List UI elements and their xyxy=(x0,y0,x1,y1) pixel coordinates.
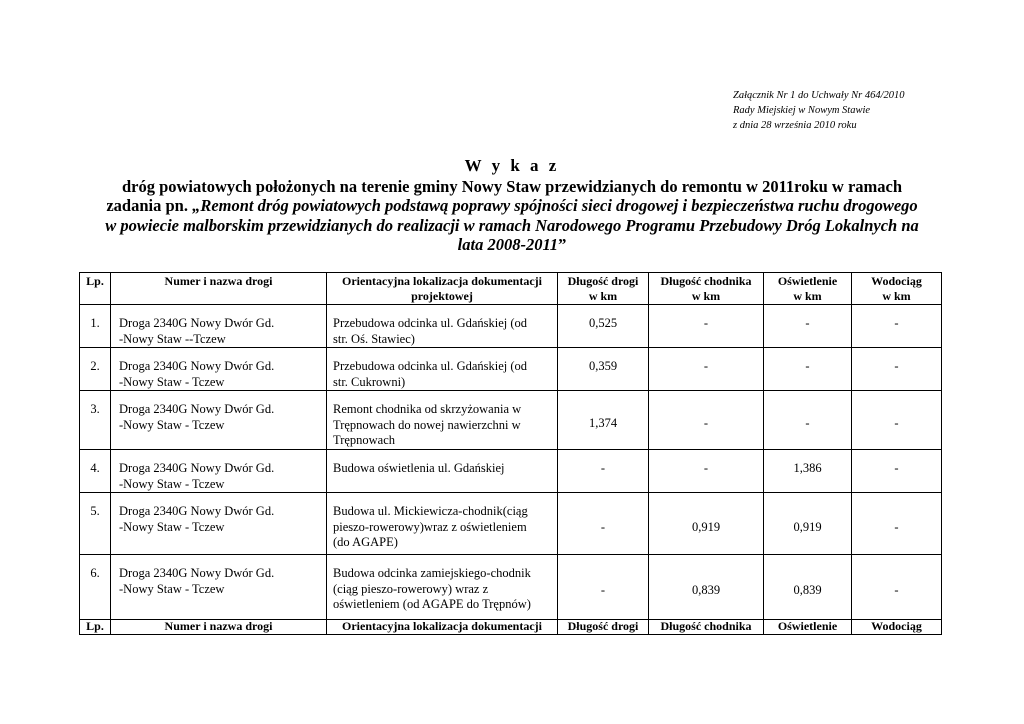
cell-sidewalk-length: 0,839 xyxy=(649,555,764,620)
heading-line-2: dróg powiatowych położonych na terenie gminy Nowy Staw przewidzianych do remontu w 2011roku w ramach xyxy=(121,176,903,196)
heading-line-3-prefix: zadania pn. xyxy=(106,196,193,215)
cell-sidewalk-length: - xyxy=(649,391,764,450)
footer-sidewalk-length: Długość chodnika xyxy=(649,620,764,635)
header-lighting: Oświetlenie w km xyxy=(764,273,852,305)
cell-water-supply: - xyxy=(852,348,942,391)
table-row xyxy=(80,493,942,555)
cell-location: Przebudowa odcinka ul. Gdańskiej (od str. Cukrowni) xyxy=(327,348,558,391)
annex-line-council: Rady Miejskiej w Nowym Stawie xyxy=(733,105,871,116)
header-lp: Lp. xyxy=(80,273,111,305)
annex-line-resolution: Załącznik Nr 1 do Uchwały Nr 464/2010 xyxy=(733,90,905,101)
cell-water-supply: - xyxy=(852,555,942,620)
cell-road-name: Droga 2340G Nowy Dwór Gd. -Nowy Staw - Tczew xyxy=(111,555,327,620)
table-row xyxy=(80,348,942,391)
cell-water-supply: - xyxy=(852,305,942,348)
header-water-supply: Wodociąg w km xyxy=(852,273,942,305)
header-road-length: Długość drogi w km xyxy=(558,273,649,305)
annex-line-date: z dnia 28 września 2010 roku xyxy=(733,120,857,131)
cell-water-supply: - xyxy=(852,450,942,493)
cell-location: Budowa odcinka zamiejskiego-chodnik (ciąg pieszo-rowerowy) wraz z oświetleniem (od AGAPE do Trępnów) xyxy=(327,555,558,620)
heading-line-5-close: ” xyxy=(558,235,567,254)
cell-location: Budowa oświetlenia ul. Gdańskiej xyxy=(327,450,558,493)
cell-road-length: 1,374 xyxy=(558,391,649,450)
cell-lighting: 0,839 xyxy=(764,555,852,620)
cell-road-name: Droga 2340G Nowy Dwór Gd. -Nowy Staw --Tczew xyxy=(111,305,327,348)
cell-road-name: Droga 2340G Nowy Dwór Gd. -Nowy Staw - Tczew xyxy=(111,493,327,555)
cell-sidewalk-length: - xyxy=(649,305,764,348)
cell-sidewalk-length: - xyxy=(649,450,764,493)
cell-lighting: - xyxy=(764,305,852,348)
table-footer-row xyxy=(80,620,942,635)
heading-line-5 xyxy=(70,235,954,255)
footer-road-length: Długość drogi xyxy=(558,620,649,635)
footer-water-supply: Wodociąg xyxy=(852,620,942,635)
footer-road-name: Numer i nazwa drogi xyxy=(111,620,327,635)
cell-road-name: Droga 2340G Nowy Dwór Gd. -Nowy Staw - Tczew xyxy=(111,450,327,493)
cell-location: Remont chodnika od skrzyżowania w Trępnowach do nowej nawierzchni w Trępnowach xyxy=(327,391,558,450)
cell-road-name: Droga 2340G Nowy Dwór Gd. -Nowy Staw - Tczew xyxy=(111,391,327,450)
cell-sidewalk-length: 0,919 xyxy=(649,493,764,555)
cell-location: Budowa ul. Mickiewicza-chodnik(ciąg pieszo-rowerowy)wraz z oświetleniem (do AGAPE) xyxy=(327,493,558,555)
roads-table xyxy=(79,272,942,635)
footer-location: Orientacyjna lokalizacja dokumentacji xyxy=(327,620,558,635)
cell-lighting: 0,919 xyxy=(764,493,852,555)
cell-lp: 2. xyxy=(80,348,111,391)
annex-note xyxy=(733,88,905,133)
heading-line-3 xyxy=(70,196,954,216)
table-header-row xyxy=(80,273,942,305)
footer-lp: Lp. xyxy=(80,620,111,635)
cell-road-length: - xyxy=(558,555,649,620)
cell-water-supply: - xyxy=(852,493,942,555)
table-row xyxy=(80,305,942,348)
cell-road-length: 0,359 xyxy=(558,348,649,391)
cell-sidewalk-length: - xyxy=(649,348,764,391)
header-location: Orientacyjna lokalizacja dokumentacji projektowej xyxy=(327,273,558,305)
cell-water-supply: - xyxy=(852,391,942,450)
document-heading xyxy=(70,156,954,255)
table-row xyxy=(80,555,942,620)
cell-lighting: - xyxy=(764,348,852,391)
cell-lp: 3. xyxy=(80,391,111,450)
header-sidewalk-length: Długość chodnika w km xyxy=(649,273,764,305)
cell-road-length: - xyxy=(558,450,649,493)
cell-location: Przebudowa odcinka ul. Gdańskiej (od str. Oś. Stawiec) xyxy=(327,305,558,348)
document-title: W y k a z xyxy=(464,156,560,175)
cell-lp: 4. xyxy=(80,450,111,493)
cell-road-length: - xyxy=(558,493,649,555)
table-row xyxy=(80,391,942,450)
cell-road-name: Droga 2340G Nowy Dwór Gd. -Nowy Staw - Tczew xyxy=(111,348,327,391)
heading-line-4: w powiecie malborskim przewidzianych do realizacji w ramach Narodowego Programu Przebudowy Dróg Lokalnych na xyxy=(105,215,919,235)
cell-lp: 5. xyxy=(80,493,111,555)
cell-lighting: 1,386 xyxy=(764,450,852,493)
cell-lp: 6. xyxy=(80,555,111,620)
cell-lighting: - xyxy=(764,391,852,450)
footer-lighting: Oświetlenie xyxy=(764,620,852,635)
table-row xyxy=(80,450,942,493)
heading-line-5-italic: lata 2008-2011 xyxy=(457,235,559,254)
cell-road-length: 0,525 xyxy=(558,305,649,348)
cell-lp: 1. xyxy=(80,305,111,348)
heading-line-3-italic: „Remont dróg powiatowych podstawą poprawy spójności sieci drogowej i bezpieczeństwa ruchu drogowego xyxy=(192,196,918,215)
header-road-name: Numer i nazwa drogi xyxy=(111,273,327,305)
